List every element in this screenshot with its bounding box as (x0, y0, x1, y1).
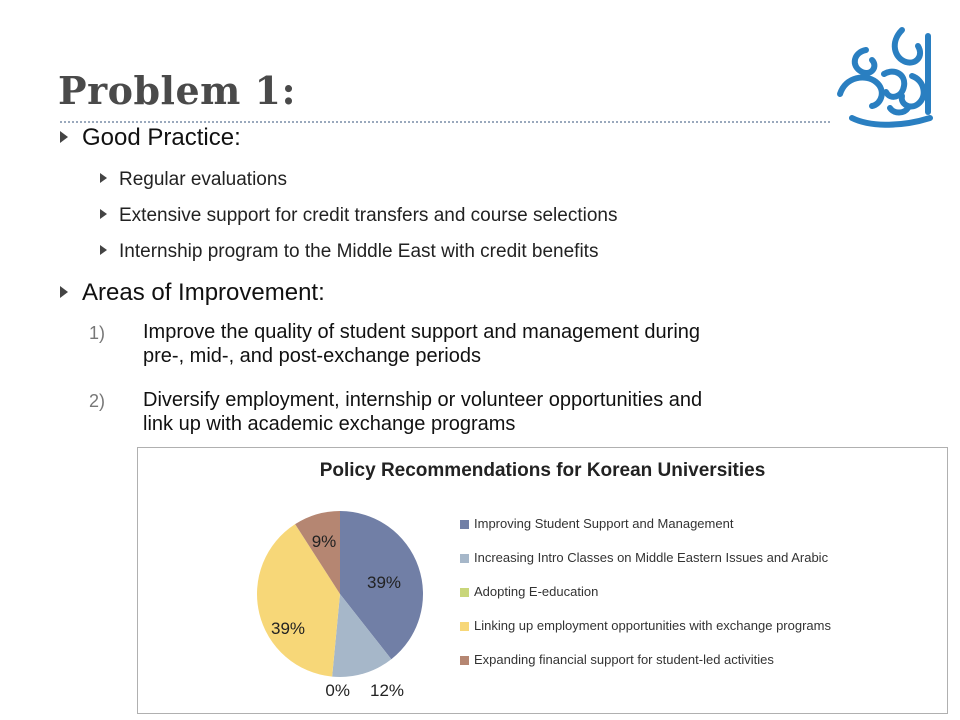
improvement-item (143, 388, 883, 436)
legend-swatch (460, 622, 469, 631)
legend-swatch (460, 520, 469, 529)
list-number: 2) (89, 391, 106, 411)
pie-chart (138, 448, 438, 713)
good-practice-item-text: Regular evaluations (119, 169, 287, 190)
chart-title: Policy Recommendations for Korean Universities (319, 460, 766, 481)
legend-label: Increasing Intro Classes on Middle Eastern Issues and Arabic (474, 550, 829, 565)
good-practice-label: Good Practice: (82, 124, 241, 151)
improvement-item-line: Diversify employment, internship or volunteer opportunities and (143, 389, 703, 411)
improvement-label: Areas of Improvement: (82, 279, 325, 306)
improvement-heading (60, 279, 325, 307)
improvement-item-line: Improve the quality of student support and management during (143, 321, 701, 343)
data-label: 0% (325, 681, 350, 700)
bullet-arrow-icon (60, 286, 68, 298)
legend-swatch (460, 656, 469, 665)
good-practice-item (100, 205, 617, 227)
legend-swatch (460, 588, 469, 597)
improvement-item (143, 320, 883, 368)
good-practice-item (100, 169, 287, 191)
arabic-calligraphy-logo (832, 22, 942, 134)
good-practice-item-text: Extensive support for credit transfers and course selections (119, 205, 618, 226)
good-practice-item-text: Internship program to the Middle East with credit benefits (119, 241, 599, 262)
slide-title: Problem 1: (58, 68, 297, 113)
bullet-arrow-icon (100, 209, 107, 219)
data-label: 39% (270, 619, 306, 638)
bullet-arrow-icon (100, 245, 107, 255)
title-divider (60, 121, 830, 123)
bullet-arrow-icon (60, 131, 68, 143)
list-number: 1) (89, 323, 106, 343)
good-practice-item (100, 241, 598, 263)
good-practice-heading (60, 124, 241, 152)
data-label: 9% (311, 532, 337, 551)
pie-chart-panel (137, 447, 948, 714)
legend-label: Expanding financial support for student-led activities (474, 652, 774, 667)
bullet-arrow-icon (100, 173, 107, 183)
legend-label: Adopting E-education (474, 584, 599, 599)
data-label: 12% (370, 681, 405, 700)
legend-swatch (460, 554, 469, 563)
data-label: 39% (366, 573, 402, 592)
improvement-item-line: link up with academic exchange programs (143, 413, 516, 435)
legend-label: Linking up employment opportunities with exchange programs (474, 618, 831, 633)
improvement-item-line: pre-, mid-, and post-exchange periods (143, 345, 481, 367)
legend-label: Improving Student Support and Management (474, 516, 734, 531)
